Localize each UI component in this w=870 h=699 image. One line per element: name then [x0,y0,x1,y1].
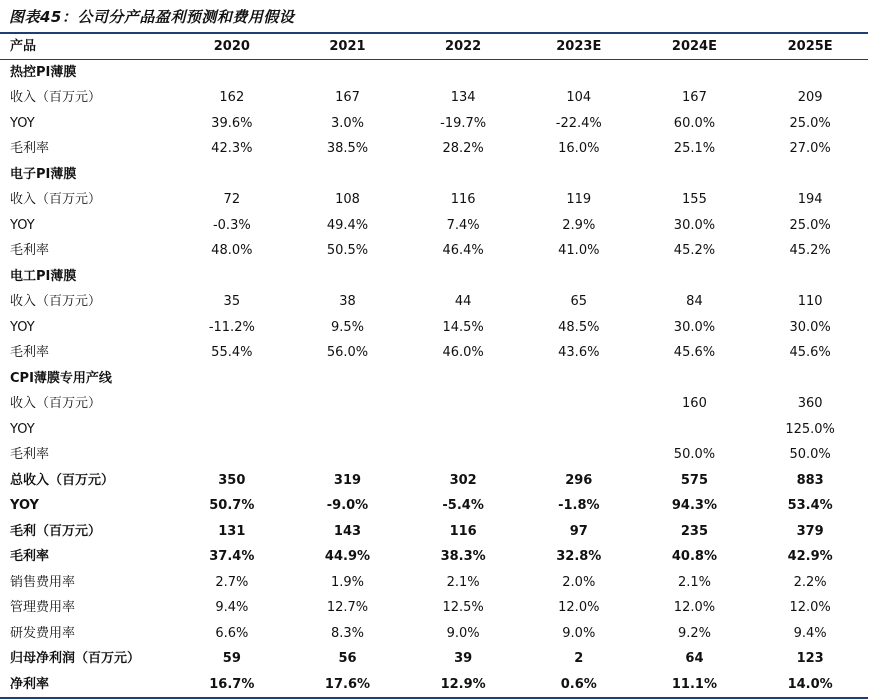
table-row [0,340,868,366]
cell-value: 38 [339,294,356,310]
cell-value [521,366,637,392]
cell-value: 2.1% [677,574,711,590]
cell-value: 14.5% [442,319,484,335]
cell-value: 46.0% [442,345,484,361]
cell-value [752,162,868,188]
cell-value: 9.2% [677,625,711,641]
forecast-table [0,32,868,699]
cell-value: 40.8% [671,549,717,565]
cell-value: 6.6% [215,625,249,641]
cell-value: -9.0% [326,498,369,514]
cell-value: 27.0% [789,141,831,157]
table-row [0,213,868,239]
cell-value: -22.4% [555,115,602,131]
cell-value: 41.0% [558,243,600,259]
cell-value: 50.7% [209,498,255,514]
row-label: 净利率 [10,676,50,692]
cell-value [521,264,637,290]
cell-value: 50.0% [789,447,831,463]
cell-value [174,366,290,392]
cell-value: 44.9% [324,549,371,565]
cell-value: 379 [796,523,824,539]
cell-value [521,442,637,468]
cell-value [752,366,868,392]
row-label: 收入（百万元） [10,90,102,106]
row-label: 总收入（百万元） [10,472,115,488]
cell-value: 38.5% [326,141,369,157]
cell-value: 209 [797,90,823,106]
cell-value: 2.2% [793,574,827,590]
cell-value [637,162,753,188]
cell-value [521,60,637,86]
row-label: 管理费用率 [10,600,76,616]
cell-value [290,366,406,392]
cell-value: 575 [680,472,709,488]
cell-value: 48.0% [211,243,253,259]
cell-value: 143 [333,523,362,539]
cell-value [174,60,290,86]
table-body [0,60,868,698]
cell-value: 30.0% [673,217,716,233]
cell-value: 2.9% [562,217,596,233]
cell-value: 25.0% [789,217,831,233]
cell-value [521,391,637,417]
cell-value: 3.0% [330,115,364,131]
cell-value: 360 [797,396,823,412]
cell-value [405,391,521,417]
cell-value: 302 [449,472,477,488]
cell-value: 9.5% [330,319,364,335]
cell-value: 108 [335,192,360,208]
cell-value: 46.4% [442,243,484,259]
cell-value [405,417,521,443]
cell-value: 12.7% [326,600,369,616]
row-label: 毛利率 [10,141,50,157]
header-year: 2024E [671,39,717,54]
row-label: YOY [10,115,35,131]
cell-value: 0.6% [560,676,597,692]
table-title: 图表45：公司分产品盈利预测和费用假设 [9,8,295,26]
cell-value: 49.4% [326,217,369,233]
cell-value [521,162,637,188]
table-row [0,570,868,596]
header-row [0,33,868,60]
header-year: 2022 [445,39,482,54]
cell-value [752,264,868,290]
cell-value: -5.4% [442,498,484,514]
cell-value: 2.1% [446,574,480,590]
cell-value [405,162,521,188]
row-label: 归母净利润（百万元） [10,651,141,667]
table-row [0,238,868,264]
cell-value: 45.2% [789,243,831,259]
cell-value: 56 [338,651,357,667]
row-label: 电子PI薄膜 [10,166,77,182]
cell-value [174,391,290,417]
cell-value: 9.0% [446,625,480,641]
cell-value [290,264,406,290]
row-label: YOY [10,498,39,514]
cell-value [405,264,521,290]
cell-value: 50.5% [326,243,369,259]
row-label: 电工PI薄膜 [10,268,77,284]
header-year: 2025E [787,39,833,54]
cell-value: 2.0% [562,574,596,590]
cell-value: 2.7% [215,574,249,590]
cell-value: 110 [797,294,823,310]
row-label: 收入（百万元） [10,396,102,412]
cell-value: 104 [566,90,592,106]
cell-value: 17.6% [324,676,371,692]
row-label: 销售费用率 [10,574,76,590]
cell-value: 38.3% [440,549,486,565]
cell-value [637,366,753,392]
table-row [0,187,868,213]
row-label: 热控PI薄膜 [10,65,77,80]
table-row [0,315,868,341]
cell-value: 45.6% [789,345,831,361]
table-row [0,646,868,672]
table-row [0,136,868,162]
cell-value: 134 [450,90,476,106]
cell-value: -0.3% [212,217,251,233]
table-row [0,468,868,494]
section-row [0,264,868,290]
cell-value: 84 [686,294,703,310]
cell-value: 12.9% [440,676,486,692]
cell-value: 9.4% [793,625,827,641]
cell-value: 116 [450,192,476,208]
cell-value [290,162,406,188]
cell-value: 1.9% [330,574,364,590]
cell-value: 39.6% [211,115,253,131]
cell-value: 37.4% [209,549,255,565]
table-row [0,595,868,621]
cell-value: 883 [796,472,824,488]
table-row [0,442,868,468]
table-row [0,672,868,698]
cell-value: 8.3% [330,625,364,641]
cell-value: 55.4% [211,345,253,361]
cell-value [405,366,521,392]
cell-value: 319 [333,472,362,488]
table-row [0,621,868,647]
table-row [0,289,868,315]
cell-value [637,417,753,443]
cell-value: -19.7% [440,115,487,131]
cell-value: 60.0% [673,115,716,131]
cell-value [174,417,290,443]
header-year: 2023E [556,39,602,54]
cell-value: 94.3% [671,498,717,514]
cell-value: 30.0% [673,319,716,335]
cell-value: 235 [680,523,709,539]
cell-value: 65 [570,294,588,310]
header-year: 2021 [329,39,366,54]
cell-value: 44 [454,294,472,310]
cell-value [405,60,521,86]
cell-value: 42.3% [211,141,253,157]
cell-value: 194 [797,192,823,208]
cell-value: 59 [222,651,241,667]
cell-value: 50.0% [673,447,716,463]
section-row [0,60,868,86]
cell-value: 43.6% [558,345,600,361]
cell-value: 39 [454,651,473,667]
cell-value: 28.2% [442,141,484,157]
cell-value [637,60,753,86]
cell-value: 12.0% [789,600,831,616]
cell-value: 350 [218,472,246,488]
cell-value: 9.4% [215,600,249,616]
cell-value: 25.0% [789,115,831,131]
cell-value: 167 [335,90,360,106]
cell-value: 131 [218,523,246,539]
cell-value: 123 [796,651,824,667]
row-label: 收入（百万元） [10,294,102,310]
cell-value: 7.4% [446,217,480,233]
table-row [0,85,868,111]
cell-value: 2 [574,651,584,667]
cell-value: 16.0% [558,141,600,157]
cell-value: 14.0% [787,676,833,692]
row-label: 研发费用率 [10,625,76,641]
cell-value: 9.0% [562,625,596,641]
cell-value [290,391,406,417]
cell-value [405,442,521,468]
row-label: 收入（百万元） [10,192,102,208]
cell-value: 11.1% [671,676,717,692]
table-row [0,391,868,417]
cell-value: -11.2% [208,319,255,335]
header-year: 2020 [213,39,250,54]
cell-value [174,162,290,188]
cell-value: 167 [682,90,707,106]
cell-value: 48.5% [558,319,600,335]
cell-value: 97 [569,523,588,539]
cell-value: 64 [685,651,704,667]
cell-value: 125.0% [785,421,835,437]
cell-value [521,417,637,443]
cell-value: 296 [565,472,593,488]
row-label: 毛利率 [10,345,50,361]
table-row [0,111,868,137]
table-row [0,417,868,443]
cell-value: 45.6% [673,345,716,361]
cell-value: 25.1% [673,141,716,157]
cell-value: 56.0% [326,345,369,361]
row-label: YOY [10,421,35,437]
cell-value: 162 [219,90,245,106]
cell-value: -1.8% [558,498,600,514]
row-label: 毛利率 [10,243,50,259]
cell-value: 32.8% [556,549,602,565]
row-label: YOY [10,217,35,233]
cell-value: 12.5% [442,600,484,616]
section-row [0,366,868,392]
cell-value: 35 [223,294,241,310]
row-label: CPI薄膜专用产线 [10,370,112,386]
cell-value [174,264,290,290]
row-label: 毛利（百万元） [10,523,102,539]
cell-value [290,60,406,86]
cell-value: 12.0% [558,600,600,616]
cell-value: 119 [566,192,592,208]
cell-value: 45.2% [673,243,716,259]
row-label: 毛利率 [10,447,50,463]
row-label: YOY [10,319,35,335]
cell-value: 12.0% [673,600,716,616]
cell-value: 160 [682,396,707,412]
cell-value: 53.4% [787,498,833,514]
cell-value: 116 [449,523,477,539]
cell-value: 42.9% [787,549,833,565]
header-label: 产品 [10,39,37,54]
table-row [0,493,868,519]
row-label: 毛利率 [10,549,50,565]
cell-value [174,442,290,468]
cell-value [290,417,406,443]
table-row [0,544,868,570]
cell-value: 30.0% [789,319,831,335]
cell-value [752,60,868,86]
cell-value [637,264,753,290]
table-row [0,519,868,545]
cell-value: 72 [223,192,241,208]
cell-value [290,442,406,468]
cell-value: 155 [682,192,707,208]
section-row [0,162,868,188]
cell-value: 16.7% [209,676,255,692]
